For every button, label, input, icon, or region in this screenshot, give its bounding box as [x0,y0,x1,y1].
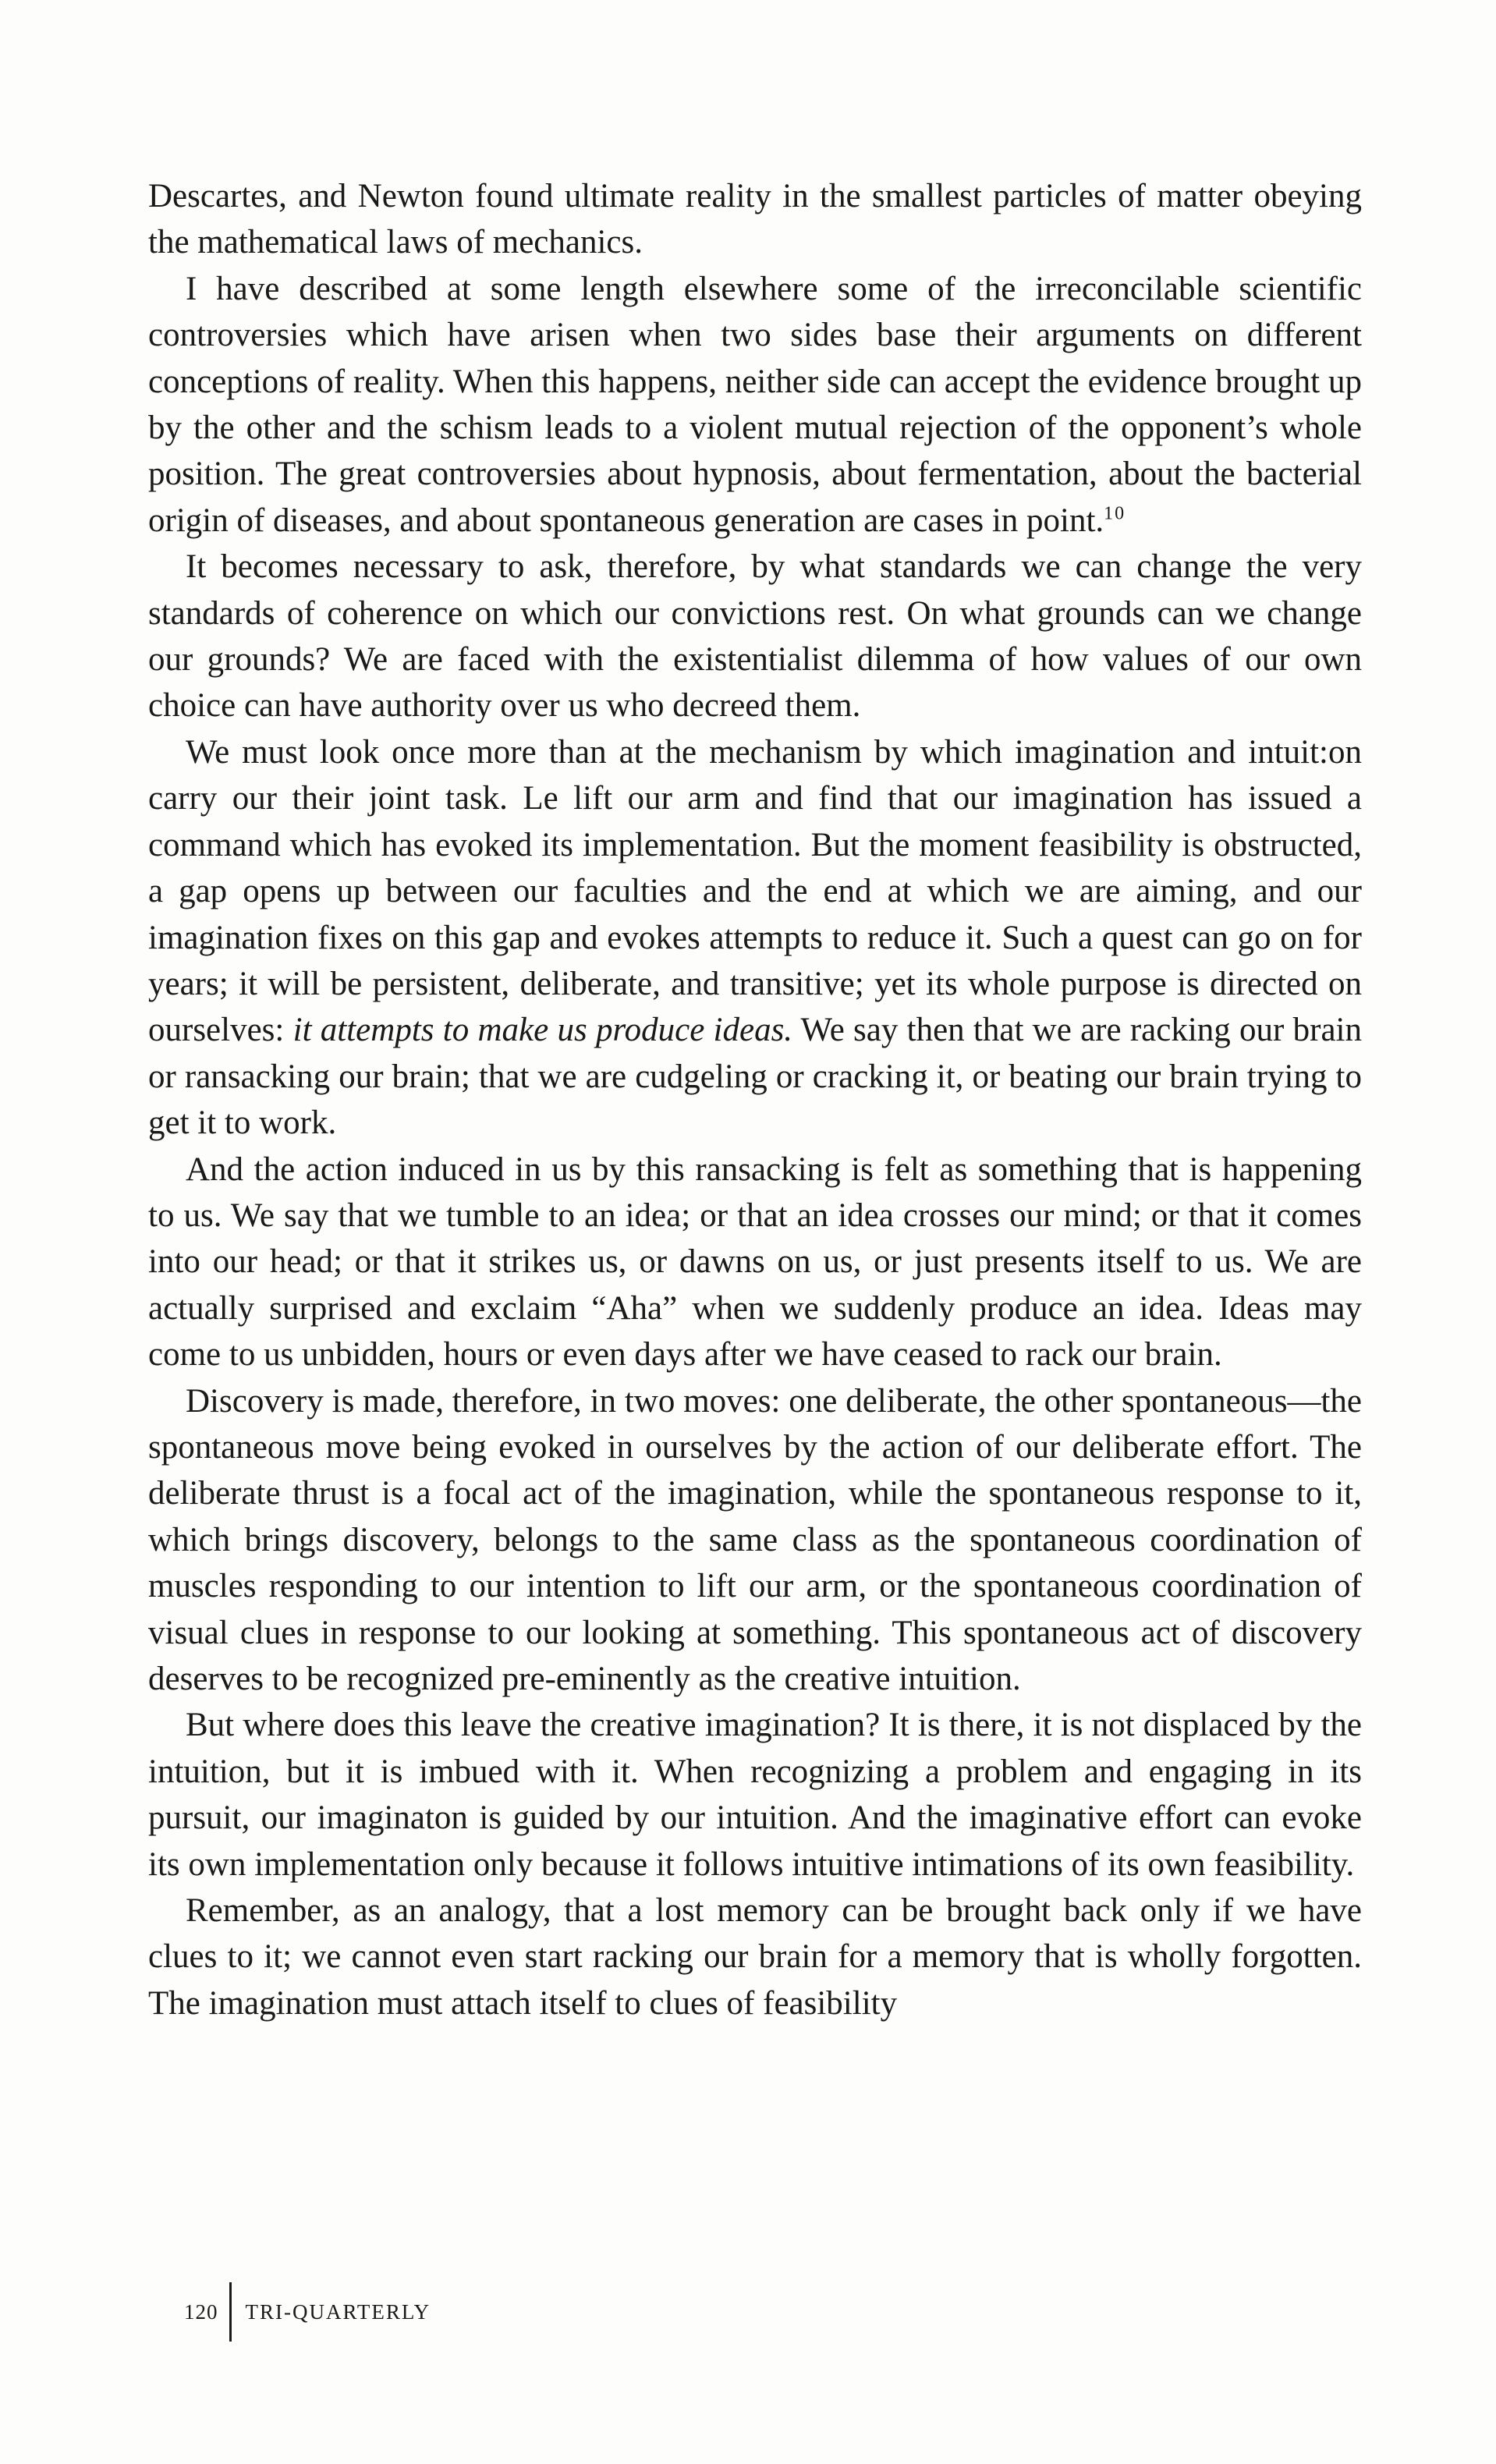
page-footer [184,2282,431,2342]
paragraph-text: We must look once more than at the mechanism by which imagination and intuit:on carry our their joint task. Le lift our arm and find that our imagination has issued a command which has evoked its implementation. But the moment feasibility is obstructed, a gap opens up between our faculties and the end at which we are aiming, and our imagination fixes on this gap and evokes attempts to reduce it. Such a quest can go on for years; it will be persistent, deliberate, and transitive; yet its whole purpose is directed on ourselves: [148,733,1362,1049]
italic-text: it attempts to make us produce ideas. [292,1012,793,1049]
body-text [148,173,1362,2026]
paragraph-text: It becomes necessary to ask, therefore, by what standards we can change the very standards of coherence on which our convictions rest. On what grounds can we change our grounds? We are faced with the existentialist dilemma of how values of our own choice can have authority over us who decreed them. [148,548,1362,725]
paragraph-text: And the action induced in us by this ransacking is felt as something that is happening to us. We say that we tumble to an idea; or that an idea crosses our mind; or that it comes into our head; or that it strikes us, or dawns on us, or just presents itself to us. We are actually surprised and exclaim “Aha” when we suddenly produce an idea. Ideas may come to us unbidden, hours or even days after we have ceased to rack our brain. [148,1150,1362,1374]
paragraph [148,1888,1362,2026]
paragraph [148,1378,1362,1703]
paragraph-text: Remember, as an analogy, that a lost memory can be brought back only if we have clues to it; we cannot even start racking our brain for a memory that is wholly forgotten. The imagination must attach itself to clues of feasibility [148,1892,1362,2022]
paragraph [148,173,1362,266]
footer-divider [229,2282,232,2342]
paragraph-text: I have described at some length elsewhere some of the irreconcilable scientific controversies which have arisen when two sides base their arguments on different conceptions of reality. When this happens, neither side can accept the evidence brought up by the other and the schism leads to a violent mutual rejection of the opponent’s whole position. The great controversies about hypnosis, about fermentation, about the bacterial origin of diseases, and about spontaneous generation are cases in point. [148,270,1362,539]
page-number: 120 [184,2299,218,2324]
paragraph-text: Descartes, and Newton found ultimate reality in the smallest particles of matter obeying the mathematical laws of mechanics. [148,178,1362,261]
paragraph [148,266,1362,544]
paragraph [148,544,1362,729]
footnote-reference: 10 [1104,503,1126,524]
paragraph [148,1147,1362,1378]
paragraph-text: But where does this leave the creative imagination? It is there, it is not displaced by the intuition, but it is imbued with it. When recognizing a problem and engaging in its pursuit, our imaginaton is guided by our intuition. And the imaginative effort can evoke its own implementation only because it follows intuitive intimations of its own feasibility. [148,1707,1362,1883]
paragraph-text: Discovery is made, therefore, in two moves: one deliberate, the other spontaneous—the spontaneous move being evoked in ourselves by the action of our deliberate effort. The deliberate thrust is a focal act of the imagination, while the spontaneous response to it, which brings discovery, belongs to the same class as the spontaneous coordination of muscles responding to our intention to lift our arm, or the spontaneous coordination of visual clues in response to our looking at something. This spontaneous act of discovery deserves to be recognized pre-eminently as the creative intuition. [148,1382,1362,1697]
paragraph [148,1702,1362,1888]
journal-title: TRI-QUARTERLY [245,2299,431,2324]
paragraph [148,729,1362,1147]
paragraph-text: We say then that we are racking our brain or ransacking our brain; that we are cudgeling or cracking it, or beating our brain trying to get it to work. [148,1012,1362,1142]
